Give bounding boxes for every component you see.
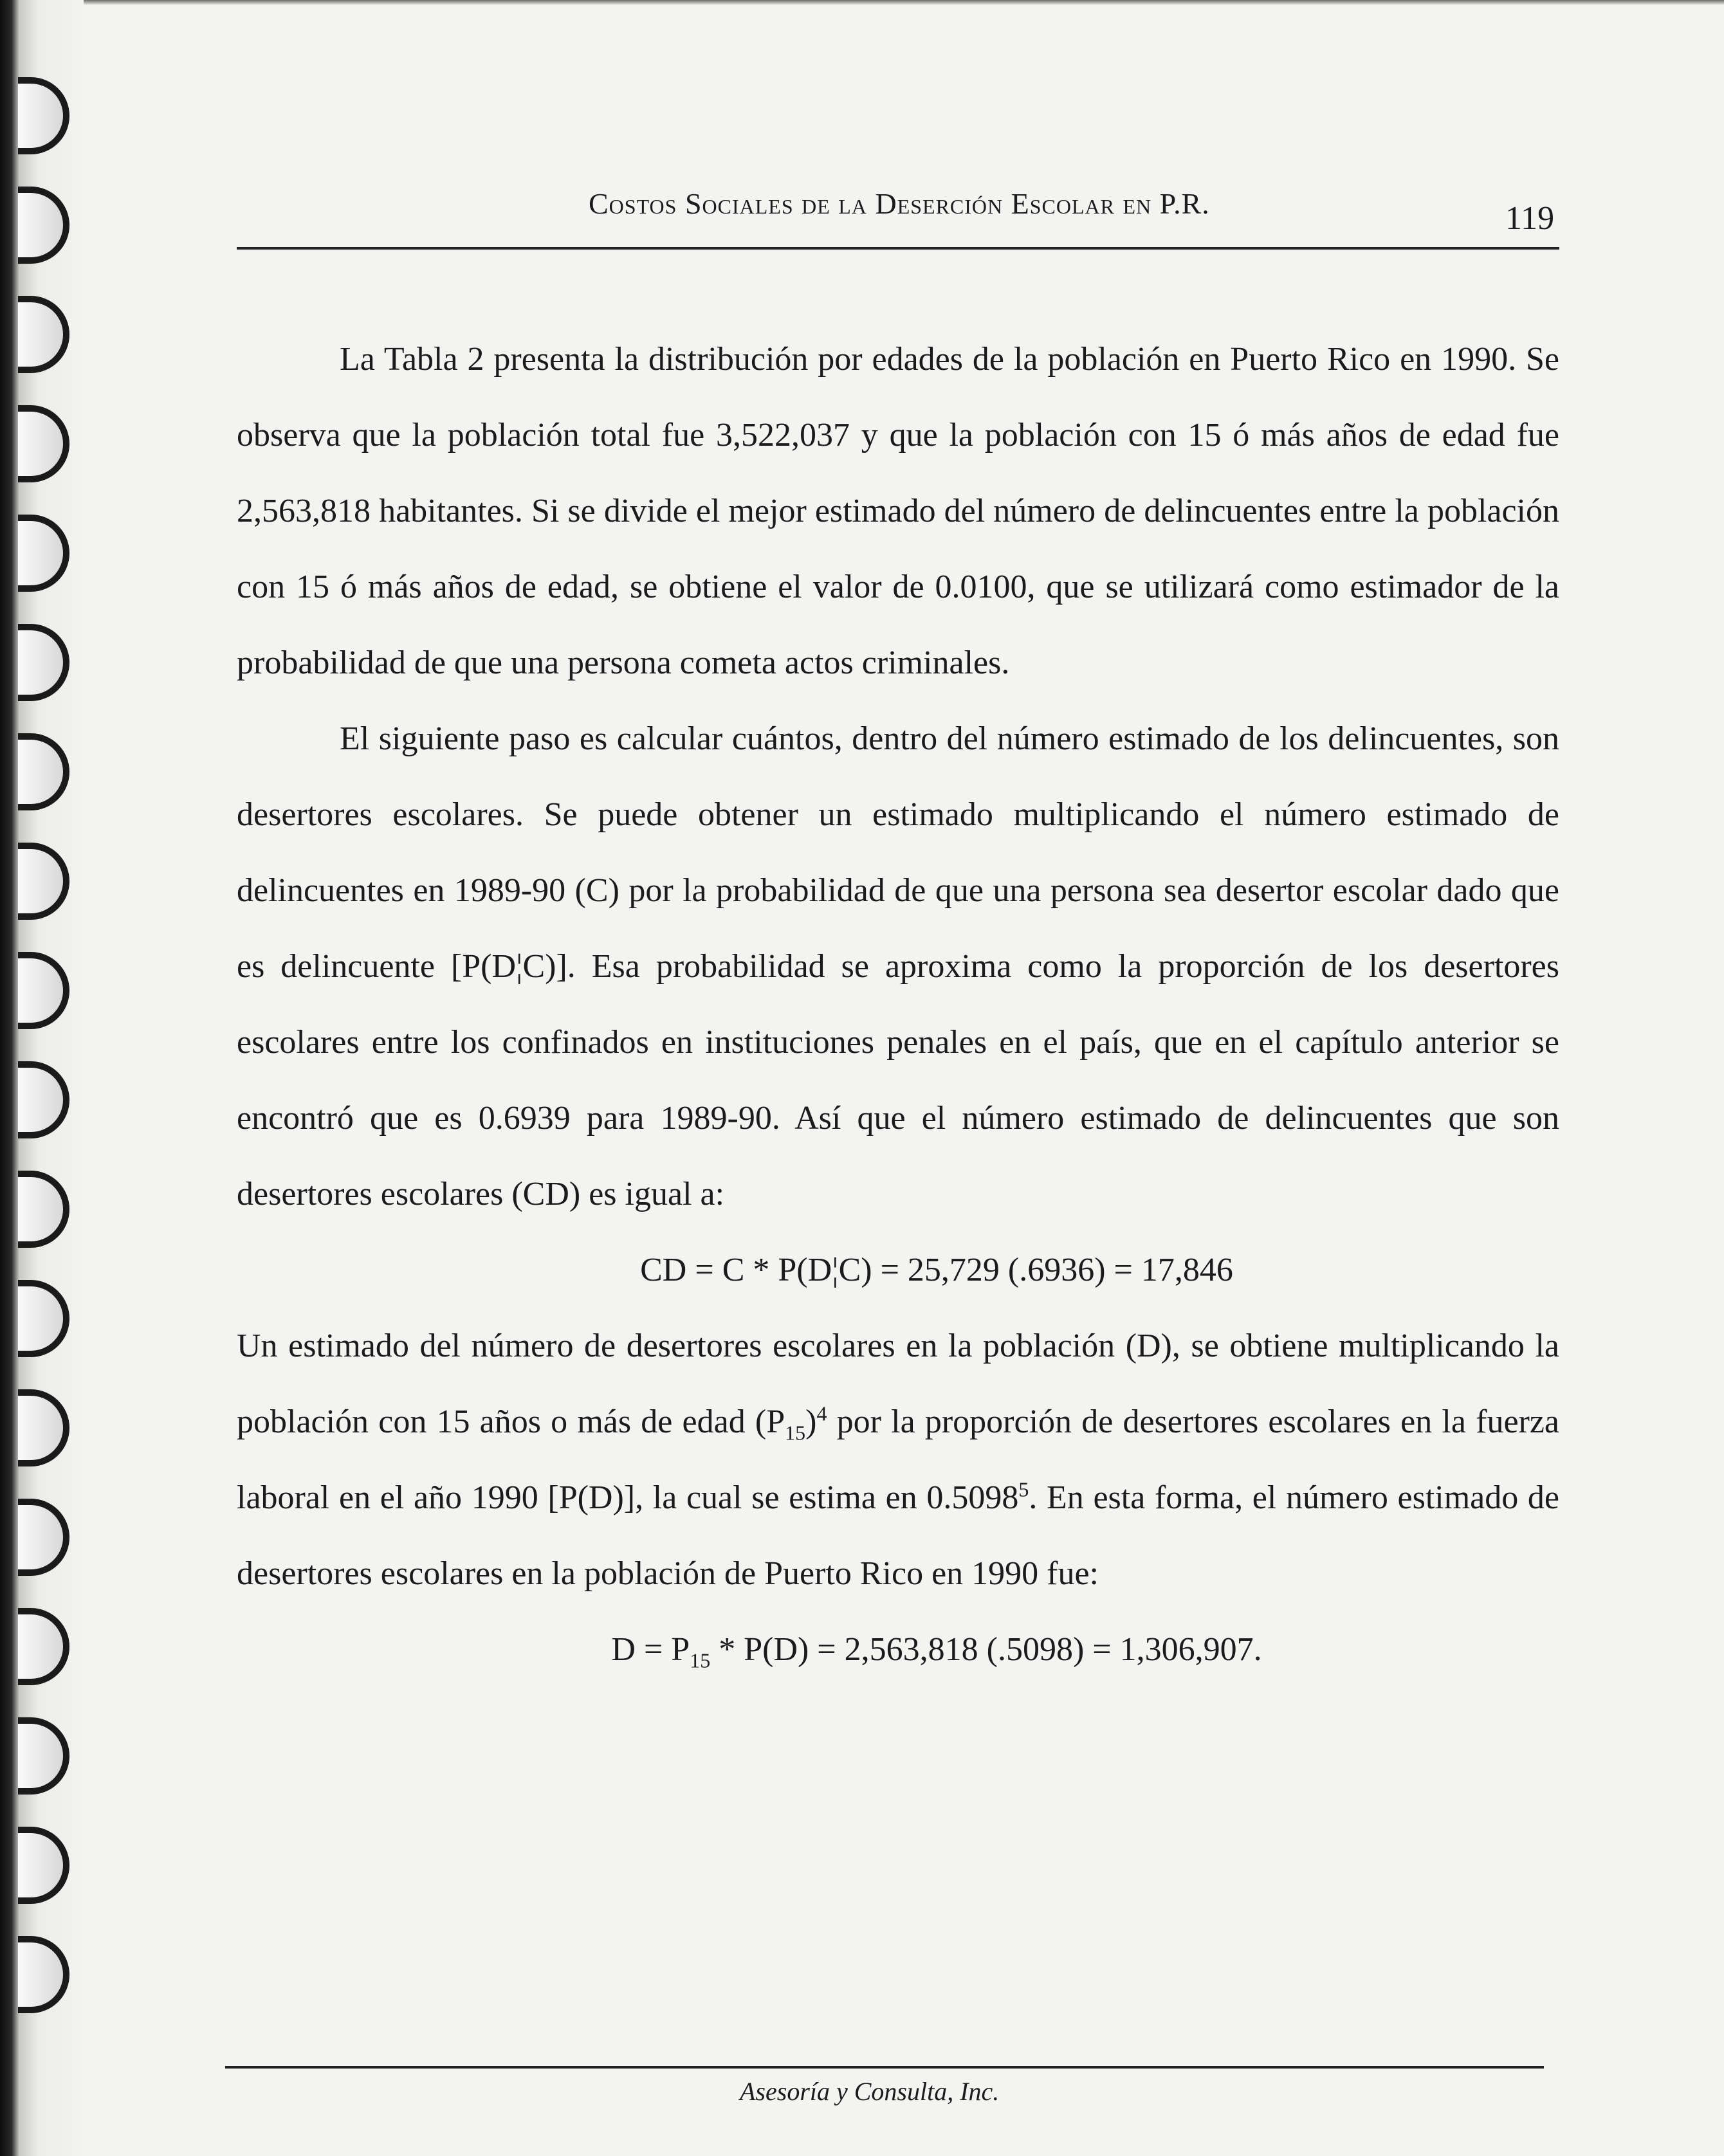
binding-coil — [18, 405, 69, 482]
binding-coil — [18, 77, 69, 154]
binding-coil — [18, 1827, 69, 1904]
equation-d-part-b: * P(D) = 2,563,818 (.5098) = 1,306,907. — [710, 1631, 1262, 1668]
binding-coil — [18, 1499, 69, 1576]
header-rule — [237, 247, 1559, 250]
body-text — [237, 322, 1559, 1688]
binding-coil — [18, 1389, 69, 1466]
paragraph-3-part-c: por la proporción de desertores escolares en la fuerza laboral en el año 1990 [P(D)], la cual se estima en 0.5098 — [237, 1403, 1559, 1516]
binding-coil — [18, 952, 69, 1029]
page-top-edge — [0, 0, 1724, 5]
equation-d — [237, 1612, 1559, 1688]
running-header-title: Costos Sociales de la Deserción Escolar en P.R. — [589, 187, 1210, 220]
paragraph-3-part-d: . En esta forma, el número estimado de desertores escolares en la población de Puerto Rico en 1990 fue: — [237, 1479, 1559, 1592]
paragraph-3-part-a: Un estimado del número de desertores escolares en la población (D), se obtiene multiplicando la población con 15 años o más de edad (P — [237, 1328, 1559, 1440]
footnote-ref-5: 5 — [1018, 1477, 1029, 1501]
binding-coil — [18, 1717, 69, 1795]
binding-coil — [18, 1608, 69, 1685]
binding-coil — [18, 624, 69, 701]
footnote-ref-4: 4 — [816, 1402, 827, 1425]
equation-d-subscript-15: 15 — [690, 1649, 711, 1672]
equation-d-part-a: D = P — [611, 1631, 690, 1668]
page-number: 119 — [1505, 200, 1555, 237]
paragraph-2: El siguiente paso es calcular cuántos, dentro del número estimado de los delincuentes, son desertores escolares. Se puede obtener un estimado multiplicando el número estimado de delincuentes en 1989-90 (C) por la probabilidad de que una persona sea desertor escolar dado que es delincuente [P(D¦C)]. Esa probabilidad se aproxima como la proporción de los desertores escolares entre los confinados en instituciones penales en el país, que en el capítulo anterior se encontró que es 0.6939 para 1989-90. Así que el número estimado de delincuentes que son desertores escolares (CD) es igual a: — [237, 720, 1559, 1212]
subscript-15: 15 — [785, 1421, 806, 1445]
footer-publisher: Asesoría y Consulta, Inc. — [740, 2077, 1000, 2106]
equation-cd: CD = C * P(D¦C) = 25,729 (.6936) = 17,846 — [640, 1252, 1233, 1288]
paragraph-3 — [237, 1308, 1559, 1612]
spiral-binding — [0, 0, 84, 2156]
binding-coil — [18, 1936, 69, 2013]
binding-coil — [18, 187, 69, 264]
paragraph-1: La Tabla 2 presenta la distribución por edades de la población en Puerto Rico en 1990. Se observa que la población total fue 3,522,037 y que la población con 15 ó más años de edad fue 2,563,818 habitantes. Si se divide el mejor estimado del número de delincuentes entre la población con 15 ó más años de edad, se obtiene el valor de 0.0100, que se utilizará como estimador de la probabilidad de que una persona cometa actos criminales. — [237, 341, 1559, 681]
binding-coil — [18, 296, 69, 373]
binding-coil — [18, 1061, 69, 1138]
binding-coil — [18, 843, 69, 920]
binding-coil — [18, 733, 69, 810]
paragraph-3-part-b: ) — [805, 1403, 817, 1440]
binding-coil — [18, 1280, 69, 1357]
footer-rule — [225, 2066, 1544, 2069]
binding-coil — [18, 1171, 69, 1248]
binding-coil — [18, 515, 69, 592]
